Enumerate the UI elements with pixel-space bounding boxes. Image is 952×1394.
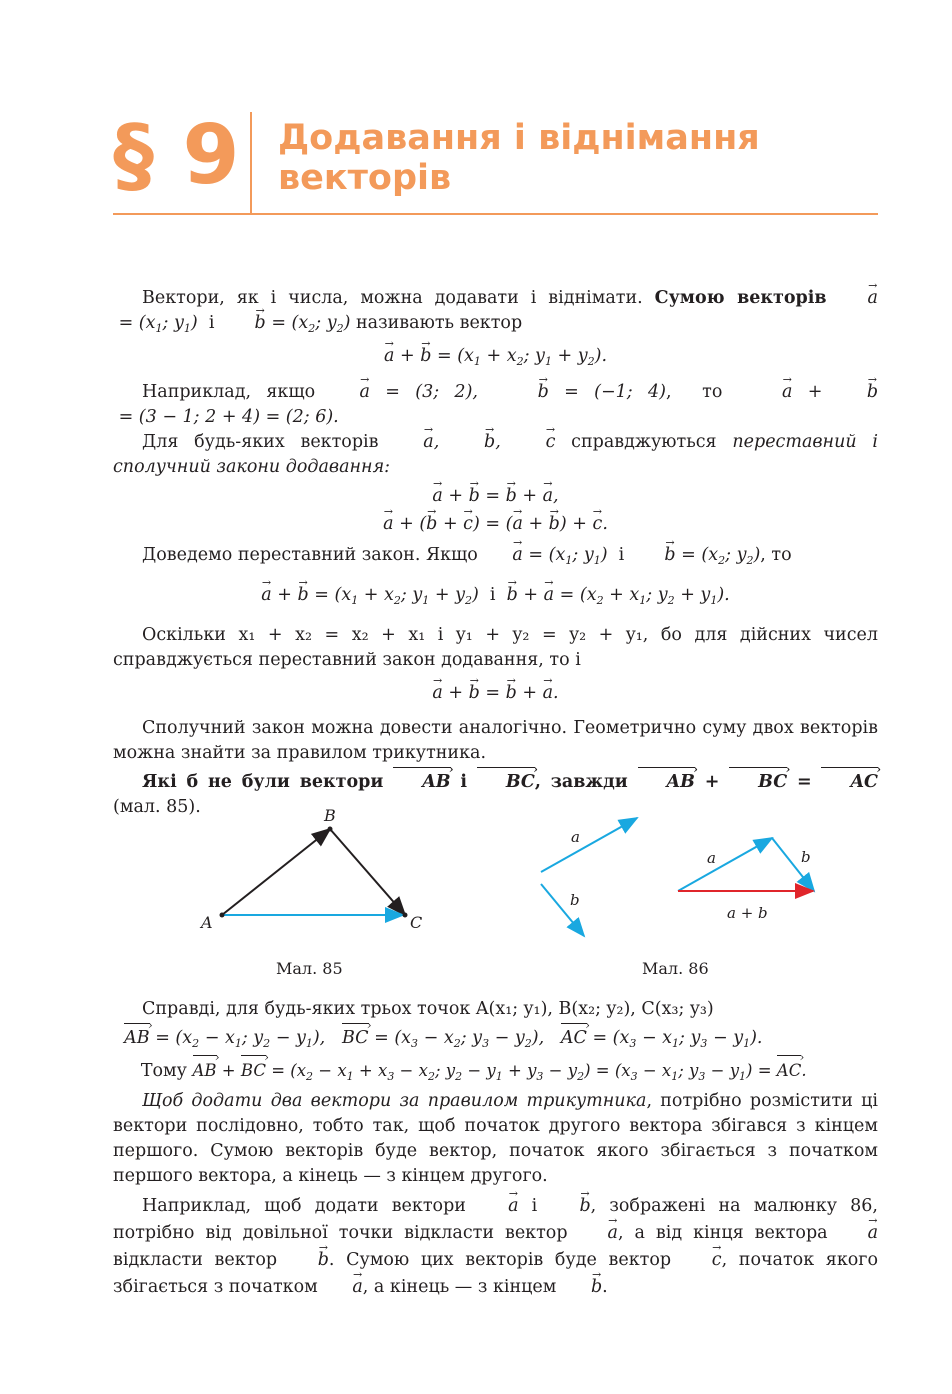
section-title-line2: векторів bbox=[278, 158, 452, 198]
section-header bbox=[113, 108, 878, 215]
body-text bbox=[113, 286, 878, 820]
section-title bbox=[278, 118, 760, 198]
label-b-free: b bbox=[570, 891, 580, 909]
formula-therefore: Тому AB › + BC › = ($x_2 - x_1 + x_3 - x_2$; $y_2 - y_1 + y_3 - y_2) = (x_3 - x_1$; $y_3 - y_1$) = AC ›. bbox=[113, 1058, 878, 1089]
vector-AB bbox=[222, 829, 330, 915]
label-a-chain: a bbox=[707, 849, 716, 867]
section-number: § 9 bbox=[113, 108, 240, 203]
paragraph-example: Наприклад, якщо → a = (3; 2), → b = (−1; 4), то → a + → b = (3 − 1; 2 + 4) = (2; 6). bbox=[113, 380, 878, 430]
paragraph-triangle-rule: Які б не були вектори AB › і BC ›, завжди AB › + BC › = AC › (мал. 85). bbox=[113, 770, 878, 820]
formula-commutative-2: → a + → b = → b + → a. bbox=[113, 681, 878, 706]
paragraph-laws: Для будь-яких векторів → a, → b, → c справджуються переставний і сполучний закони додавання: bbox=[113, 430, 878, 480]
formula-associative: → a + (→ b + → c) = (→ a + → b) + → c. bbox=[113, 512, 878, 537]
term-vector-sum: Сумою векторів bbox=[654, 288, 827, 308]
figures-area bbox=[113, 800, 878, 990]
formula-proof: → a + → $b = (x_1 + x_2$; $y_1 + y_2$) і → b + → $a = (x_2 + x_1$; $y_2 + y_1$). bbox=[113, 583, 878, 613]
section-title-line1: Додавання і віднімання bbox=[278, 118, 760, 158]
point-C bbox=[403, 913, 408, 918]
vector-a-free bbox=[541, 818, 637, 872]
header-divider bbox=[250, 112, 252, 213]
formula-coordinates: AB › = ($x_2 - x_1$; $y_2 - y_1$), BC › = ($x_3 - x_2$; $y_3 - y_2$), AC › = ($x_3 - x_1$; $y_3 - y_1$). bbox=[113, 1026, 878, 1056]
label-b-chain: b bbox=[801, 848, 811, 866]
vector-BC bbox=[330, 829, 405, 915]
paragraph-sum-definition: Вектори, як і числа, можна додавати і віднімати. Сумою векторів → $a = (x_1$; $y_1$) $і \to b = (x_2$; $y_2$) називають вектор bbox=[113, 286, 878, 341]
paragraph-since: Оскільки x₁ + x₂ = x₂ + x₁ і y₁ + y₂ = y₂ + y₁, бо для дійсних чисел справджується переставний закон додавання, то і bbox=[113, 625, 878, 670]
term-laws: переставний і сполучний закони додавання: bbox=[113, 432, 878, 477]
caption-fig85: Мал. 85 bbox=[276, 959, 343, 978]
formula-commutative: → a + → b = → b + → a, bbox=[113, 484, 878, 509]
paragraph-indeed: Справді, для будь-яких трьох точок A(x₁; y₁), B(x₂; y₂), C(x₃; y₃) bbox=[142, 999, 714, 1019]
figure-85 bbox=[113, 800, 878, 990]
body-text-2 bbox=[113, 997, 878, 1301]
label-a-free: a bbox=[571, 828, 580, 846]
label-B: B bbox=[324, 806, 336, 825]
label-A: A bbox=[201, 913, 213, 932]
paragraph-associative: Сполучний закон можна довести аналогічно. Геометрично суму двох векторів можна знайти за правилом трикутника. bbox=[113, 718, 878, 763]
paragraph-proof: Доведемо переставний закон. Якщо → $a = (x_1$; $y_1$) $і \to b = (x_2$; $y_2$), то bbox=[113, 543, 878, 573]
label-C: C bbox=[410, 913, 423, 932]
point-A bbox=[220, 913, 225, 918]
point-B bbox=[328, 827, 333, 832]
vector-a-chain bbox=[678, 838, 772, 891]
label-sum: a + b bbox=[727, 904, 768, 922]
paragraph-example-2: Наприклад, щоб додати вектори → a і → b, зображені на малюнку 86, потрібно від довільної точки відкласти вектор → a, а від кінця вектора → a відкласти вектор → b. Сумою цих векторів буде вектор → c, початок якого збігається з початком → a, а кінець — з кінцем → b. bbox=[113, 1193, 878, 1301]
paragraph-rule: Щоб додати два вектори за правилом трикутника, потрібно розмістити ці вектори послідовно, тобто так, щоб початок другого вектора збігався з кінцем першого. Сумою векторів буде вектор, початок якого збігається з початком першого вектора, а кінець — з кінцем другого. bbox=[113, 1091, 878, 1186]
formula-sum: → a + → $b = (x_1 + x_2$; $y_1 + y_2$). bbox=[113, 344, 878, 374]
term-triangle-rule: Щоб додати два вектори за правилом трикутника bbox=[142, 1091, 647, 1111]
caption-fig86: Мал. 86 bbox=[642, 959, 709, 978]
